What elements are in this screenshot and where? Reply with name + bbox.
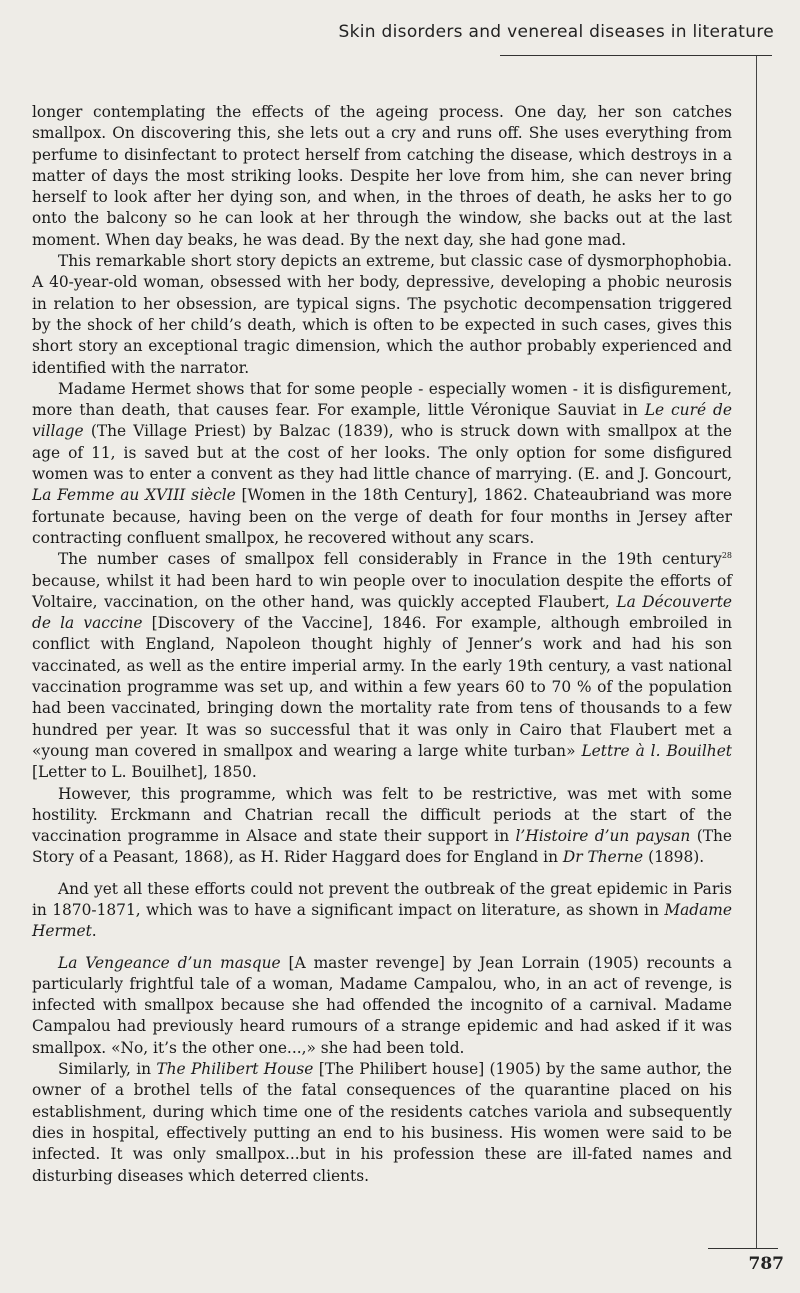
paragraph-3-text: (The Village Priest) by Balzac (1839), who is struck down with smallpox at the age of 11, is saved but at the cost of her looks. The only option for some disfigured women was to enter a convent as they had little chance of marrying. (E. and J. Goncourt, <box>32 422 732 484</box>
paragraph-1: longer contemplating the effects of the ageing process. One day, her son catches smallpox. On discovering this, she lets out a cry and runs off. She uses everything from perfume to disinfectant to protect herself from catching the disease, which destroys in a matter of days the most striking looks. Despite her love from him, she can never bring herself to look after her dying son, and when, in the throes of death, he asks her to go onto the balcony so he can look at her through the window, she backs out at the last moment. When day beaks, he was dead. By the next day, she had gone mad. <box>32 103 732 249</box>
paragraph-5-text: (1898). <box>643 848 705 867</box>
paragraph-4-text: because, whilst it had been hard to win people over to inoculation despite the efforts of Voltaire, vaccination, on the other hand, was quickly accepted Flaubert, <box>32 571 732 611</box>
margin-rule <box>756 56 757 1248</box>
book-title-la-decouverte-de-la-vaccine: La Découverte de la vaccine <box>32 592 732 633</box>
header-rule <box>500 55 772 56</box>
footer-rule <box>708 1248 778 1249</box>
paragraph-6-text: . <box>91 922 97 941</box>
paragraph-8-text: Similarly, in <box>58 1060 157 1079</box>
paragraph-7-text: [A master revenge] by Jean Lorrain (1905) recounts a particularly frightful tale of a woman, Madame Campalou, who, in an act of revenge, is infected with smallpox because she had offended the incognito of a carnival. Madame Campalou had previously heard rumours of a strange epidemic and had asked if it was smallpox. «No, it’s the other one...,» she had been told. <box>32 953 732 1057</box>
paragraph-3 <box>32 379 732 549</box>
paragraph-4-text: The number cases of smallpox fell considerably in France in the 19th century <box>58 550 722 569</box>
paragraph-6-text: And yet all these efforts could not prevent the outbreak of the great epidemic in Paris in 1870-1871, which was to have a significant impact on literature, as shown in <box>32 879 732 919</box>
running-header: Skin disorders and venereal diseases in literature <box>338 22 774 42</box>
book-title-madame-hermet: Madame Hermet <box>32 900 732 941</box>
book-title-dr-therne: Dr Therne <box>562 848 644 867</box>
paragraph-6 <box>32 879 732 943</box>
paragraph-5-text: (The Story of a Peasant, 1868), as H. Rider Haggard does for England in <box>32 827 732 867</box>
paragraph-4-text: [Letter to L. Bouilhet], 1850. <box>32 763 257 782</box>
paragraph-3-text: [Women in the 18th Century], 1862. Chateaubriand was more fortunate because, having been on the verge of death for four months in Jersey after contracting confluent smallpox, he recovered without any scars. <box>32 486 733 547</box>
book-title-la-vengeance-dun-masque: La Vengeance d’un masque <box>58 953 281 972</box>
paragraph-4-text: [Discovery of the Vaccine], 1846. For example, although embroiled in conflict with England, Napoleon thought highly of Jenner’s work and had his son vaccinated, as well as the entire imperial army. In the early 19th century, a vast national vaccination programme was set up, and within a few years 60 to 70 % of the population had been vaccinated, bringing down the mortality rate from tens of thousands to a few hundred per year. It was so successful that it was only in Cairo that Flaubert met a «young man covered in smallpox and wearing a large white turban» <box>32 614 732 760</box>
book-title-the-philibert-house: The Philibert House <box>156 1060 314 1079</box>
paragraph-4 <box>32 549 732 783</box>
paragraph-3-text: Madame Hermet shows that for some people - especially women - it is disfigurement, more than death, that causes fear. For example, little Véronique Sauviat in <box>32 379 732 420</box>
page-number: 787 <box>748 1254 784 1274</box>
paragraph-5 <box>32 784 732 869</box>
paragraph-7 <box>32 953 732 1059</box>
book-title-la-femme-au-xviii-siecle: La Femme au XVIII siècle <box>32 486 236 505</box>
paragraph-8 <box>32 1059 732 1187</box>
book-title-histoire-dun-paysan: l’Histoire d’un paysan <box>515 827 691 846</box>
paragraph-2: This remarkable short story depicts an extreme, but classic case of dysmorphophobia. A 40-year-old woman, obsessed with her body, depressive, developing a phobic neurosis in relation to her obsession, are typical signs. The psychotic decompensation triggered by the shock of her child’s death, which is often to be expected in such cases, gives this short story an exceptional tragic dimension, which the author probably experienced and identified with the narrator. <box>32 252 732 377</box>
body-text <box>32 102 732 1187</box>
paragraph-8-text: [The Philibert house] (1905) by the same author, the owner of a brothel tells of the fatal consequences of the quarantine placed on his establishment, during which time one of the residents catches variola and subsequently dies in hospital, effectively putting an end to his business. His women were said to be infected. It was only smallpox...but in his profession these are ill-fated names and disturbing diseases which deterred clients. <box>32 1060 732 1185</box>
book-title-lettre-a-bouilhet: Lettre à l. Bouilhet <box>581 741 732 760</box>
book-title-le-cure-de-village: Le curé de village <box>32 401 732 441</box>
paragraph-5-text: However, this programme, which was felt to be restrictive, was met with some hostility. Erckmann and Chatrian recall the difficult periods at the start of the vaccination programme in Alsace and state their support in <box>32 784 732 846</box>
footnote-reference: 28 <box>721 551 732 561</box>
